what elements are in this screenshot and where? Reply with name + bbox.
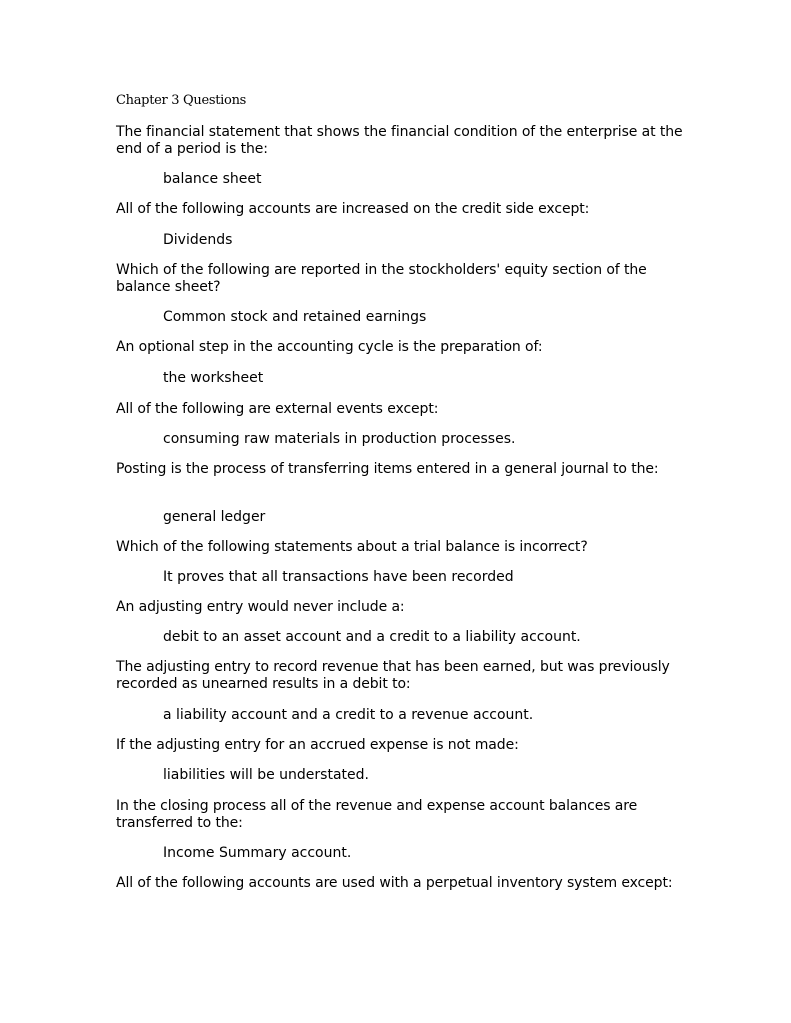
question-8: An adjusting entry would never include a:	[116, 599, 405, 615]
answer-4: the worksheet	[163, 370, 264, 386]
answer-10: liabilities will be understated.	[163, 767, 369, 783]
answer-3: Common stock and retained earnings	[163, 309, 427, 325]
answer-7: It proves that all transactions have been recorded	[163, 569, 514, 585]
question-6: Posting is the process of transferring items entered in a general journal to the:	[116, 461, 659, 477]
answer-6: general ledger	[163, 509, 266, 525]
question-5: All of the following are external events except:	[116, 401, 439, 417]
answer-11: Income Summary account.	[163, 845, 352, 861]
answer-1: balance sheet	[163, 171, 262, 187]
chapter-heading: Chapter 3 Questions	[116, 93, 247, 108]
question-9: The adjusting entry to record revenue that has been earned, but was previously recorded as unearned results in a debit to:	[116, 659, 670, 692]
answer-8: debit to an asset account and a credit to a liability account.	[163, 629, 581, 645]
question-1: The financial statement that shows the financial condition of the enterprise at the end of a period is the:	[116, 124, 683, 157]
question-3: Which of the following are reported in the stockholders' equity section of the balance sheet?	[116, 262, 647, 295]
question-4: An optional step in the accounting cycle is the preparation of:	[116, 339, 543, 355]
answer-5: consuming raw materials in production processes.	[163, 431, 516, 447]
question-7: Which of the following statements about a trial balance is incorrect?	[116, 539, 588, 555]
question-10: If the adjusting entry for an accrued expense is not made:	[116, 737, 519, 753]
question-12: All of the following accounts are used with a perpetual inventory system except:	[116, 875, 673, 891]
question-2: All of the following accounts are increased on the credit side except:	[116, 201, 590, 217]
answer-2: Dividends	[163, 232, 233, 248]
question-11: In the closing process all of the revenue and expense account balances are transferred to the:	[116, 798, 638, 831]
answer-9: a liability account and a credit to a revenue account.	[163, 707, 534, 723]
